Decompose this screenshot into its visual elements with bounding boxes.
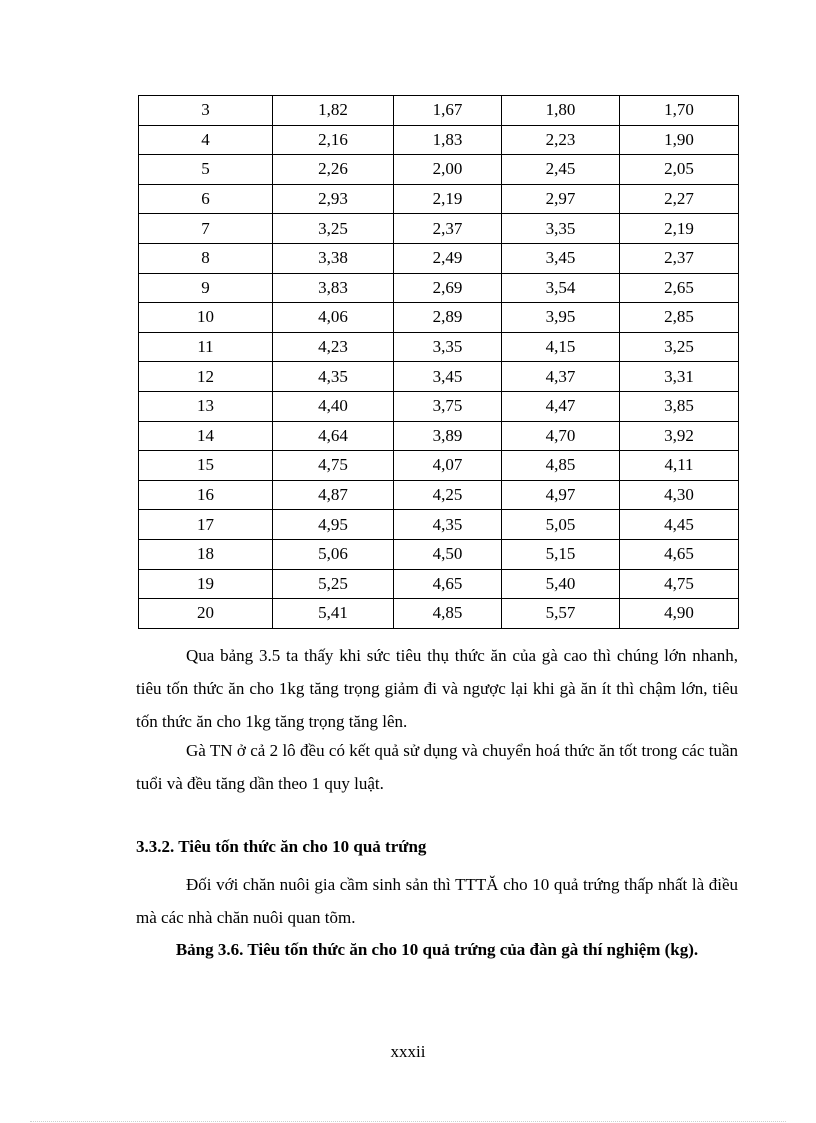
table-cell: 4,75 — [620, 569, 739, 599]
table-row — [139, 391, 739, 421]
table-cell: 2,19 — [394, 184, 502, 214]
table-cell: 2,05 — [620, 155, 739, 185]
table-cell: 5,41 — [273, 599, 394, 629]
section-heading: 3.3.2. Tiêu tốn thức ăn cho 10 quả trứng — [136, 837, 427, 856]
table-cell: 17 — [139, 510, 273, 540]
page-number: xxxii — [390, 1042, 426, 1061]
table-cell: 2,37 — [620, 243, 739, 273]
table-caption: Bảng 3.6. Tiêu tốn thức ăn cho 10 quả trứng của đàn gà thí nghiệm (kg). — [175, 940, 699, 959]
table-cell: 2,23 — [502, 125, 620, 155]
table-row — [139, 303, 739, 333]
table-cell: 1,67 — [394, 96, 502, 126]
table-cell: 4,95 — [273, 510, 394, 540]
table-cell: 4,30 — [620, 480, 739, 510]
table-cell: 2,69 — [394, 273, 502, 303]
table-cell: 3,25 — [620, 332, 739, 362]
table-cell: 5,05 — [502, 510, 620, 540]
table-cell: 3,89 — [394, 421, 502, 451]
table-cell: 9 — [139, 273, 273, 303]
table-row — [139, 362, 739, 392]
table-cell: 5,40 — [502, 569, 620, 599]
table-cell: 4,37 — [502, 362, 620, 392]
table-cell: 7 — [139, 214, 273, 244]
table-cell: 1,83 — [394, 125, 502, 155]
table-cell: 18 — [139, 539, 273, 569]
table-cell: 2,00 — [394, 155, 502, 185]
paragraph-analysis: Qua bảng 3.5 ta thấy khi sức tiêu thụ thức ăn của gà cao thì chúng lớn nhanh, tiêu tốn thức ăn cho 1kg tăng trọng giảm đi và ngược lại khi gà ăn ít thì chậm lớn, tiêu tốn thức ăn cho 1kg tăng trọng tăng lên. — [136, 646, 738, 731]
table-cell: 4,70 — [502, 421, 620, 451]
table-cell: 3,75 — [394, 391, 502, 421]
table-cell: 3,35 — [394, 332, 502, 362]
table-row — [139, 243, 739, 273]
table-cell: 19 — [139, 569, 273, 599]
table-row — [139, 125, 739, 155]
table-cell: 4 — [139, 125, 273, 155]
table-cell: 4,23 — [273, 332, 394, 362]
table-cell: 12 — [139, 362, 273, 392]
table-cell: 3,85 — [620, 391, 739, 421]
table-cell: 2,45 — [502, 155, 620, 185]
table-cell: 1,82 — [273, 96, 394, 126]
table-cell: 14 — [139, 421, 273, 451]
table-cell: 6 — [139, 184, 273, 214]
table-cell: 2,65 — [620, 273, 739, 303]
table-cell: 3,92 — [620, 421, 739, 451]
table-cell: 1,90 — [620, 125, 739, 155]
table-cell: 3 — [139, 96, 273, 126]
table-cell: 1,80 — [502, 96, 620, 126]
table-cell: 4,87 — [273, 480, 394, 510]
table-row — [139, 421, 739, 451]
table-cell: 4,35 — [394, 510, 502, 540]
table-row — [139, 480, 739, 510]
table-cell: 16 — [139, 480, 273, 510]
footer-divider — [30, 1121, 786, 1122]
table-cell: 4,85 — [394, 599, 502, 629]
table-cell: 3,45 — [502, 243, 620, 273]
table-cell: 4,90 — [620, 599, 739, 629]
table-cell: 4,85 — [502, 451, 620, 481]
table-row — [139, 510, 739, 540]
table-cell: 2,97 — [502, 184, 620, 214]
table-cell: 4,35 — [273, 362, 394, 392]
table-cell: 3,95 — [502, 303, 620, 333]
table-cell: 5 — [139, 155, 273, 185]
table-cell: 2,89 — [394, 303, 502, 333]
table-row — [139, 539, 739, 569]
table-cell: 4,50 — [394, 539, 502, 569]
paragraph-conclusion: Gà TN ở cả 2 lô đều có kết quả sử dụng và chuyển hoá thức ăn tốt trong các tuần tuổi và đều tăng dần theo 1 quy luật. — [136, 741, 738, 793]
table-cell: 3,25 — [273, 214, 394, 244]
table-cell: 4,11 — [620, 451, 739, 481]
table-cell: 4,47 — [502, 391, 620, 421]
table-cell: 4,40 — [273, 391, 394, 421]
table-cell: 3,35 — [502, 214, 620, 244]
table-cell: 1,70 — [620, 96, 739, 126]
table-cell: 2,16 — [273, 125, 394, 155]
table-row — [139, 451, 739, 481]
table-cell: 2,49 — [394, 243, 502, 273]
table-cell: 3,83 — [273, 273, 394, 303]
table-row — [139, 273, 739, 303]
table-row — [139, 599, 739, 629]
paragraph-intro: Đối với chăn nuôi gia cầm sinh sản thì TTTĂ cho 10 quả trứng thấp nhất là điều mà các nhà chăn nuôi quan tõm. — [136, 875, 738, 927]
table-cell: 2,93 — [273, 184, 394, 214]
table-cell: 5,06 — [273, 539, 394, 569]
table-cell: 4,65 — [620, 539, 739, 569]
table-cell: 15 — [139, 451, 273, 481]
table-cell: 4,65 — [394, 569, 502, 599]
table-row — [139, 569, 739, 599]
table-cell: 3,31 — [620, 362, 739, 392]
table-cell: 5,57 — [502, 599, 620, 629]
table-cell: 2,85 — [620, 303, 739, 333]
table-cell: 4,06 — [273, 303, 394, 333]
table-row — [139, 332, 739, 362]
table-cell: 13 — [139, 391, 273, 421]
table-cell: 4,15 — [502, 332, 620, 362]
table-cell: 2,19 — [620, 214, 739, 244]
feed-consumption-table — [138, 95, 739, 629]
table-row — [139, 184, 739, 214]
table-cell: 3,45 — [394, 362, 502, 392]
table-row — [139, 155, 739, 185]
table-cell: 4,25 — [394, 480, 502, 510]
table-row — [139, 214, 739, 244]
table-cell: 8 — [139, 243, 273, 273]
table-cell: 3,54 — [502, 273, 620, 303]
table-row — [139, 96, 739, 126]
table-cell: 10 — [139, 303, 273, 333]
table-cell: 2,27 — [620, 184, 739, 214]
table-body — [139, 96, 739, 629]
table-cell: 4,45 — [620, 510, 739, 540]
table-cell: 4,97 — [502, 480, 620, 510]
table-cell: 5,15 — [502, 539, 620, 569]
table-cell: 20 — [139, 599, 273, 629]
table-cell: 3,38 — [273, 243, 394, 273]
table-cell: 11 — [139, 332, 273, 362]
table-cell: 2,26 — [273, 155, 394, 185]
table-cell: 4,75 — [273, 451, 394, 481]
table-cell: 4,64 — [273, 421, 394, 451]
table-cell: 4,07 — [394, 451, 502, 481]
table-cell: 5,25 — [273, 569, 394, 599]
table-cell: 2,37 — [394, 214, 502, 244]
